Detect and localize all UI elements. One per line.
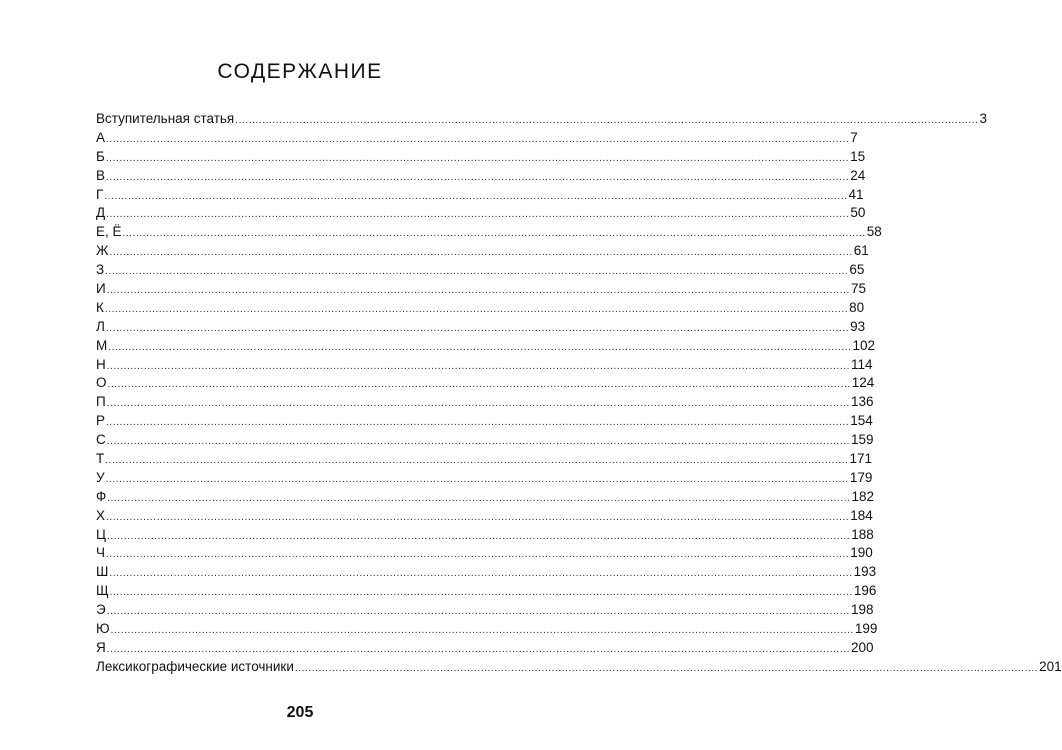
toc-dot-leader: ............................................................................................................................................................................................................................ [105, 455, 849, 467]
toc-dot-leader: ............................................................................................................................................................................................................................ [109, 568, 853, 580]
toc-entry-label: С [96, 432, 106, 448]
toc-dot-leader: ............................................................................................................................................................................................................................ [106, 436, 850, 448]
toc-entry [96, 261, 865, 280]
toc-dot-leader: ............................................................................................................................................................................................................................ [106, 133, 850, 145]
toc-dot-leader: ............................................................................................................................................................................................................................ [107, 492, 851, 504]
toc-entry-label: Т [96, 451, 105, 467]
toc-entry-page: 65 [849, 262, 865, 278]
toc-entry [96, 223, 882, 242]
toc-entry-page: 196 [853, 583, 877, 599]
toc-entry [96, 337, 876, 356]
toc-entry-page: 102 [852, 337, 876, 353]
toc-entry-page: 75 [850, 281, 866, 297]
toc-dot-leader: ............................................................................................................................................................................................................................ [106, 209, 850, 221]
toc-entry-label: Х [96, 507, 106, 523]
toc-dot-leader: ............................................................................................................................................................................................................................ [106, 606, 850, 618]
toc-dot-leader: ............................................................................................................................................................................................................................ [122, 228, 866, 240]
toc-dot-leader: ............................................................................................................................................................................................................................ [106, 398, 850, 410]
toc-entry [96, 582, 877, 601]
toc-entry [96, 431, 874, 450]
toc-entry-page: 80 [849, 299, 865, 315]
toc-entry-page: 182 [851, 488, 875, 504]
toc-entry [96, 393, 874, 412]
toc-dot-leader: ............................................................................................................................................................................................................................ [109, 247, 853, 259]
toc-entry [96, 374, 875, 393]
toc-dot-leader: ............................................................................................................................................................................................................................ [105, 152, 850, 164]
toc-entry [96, 563, 877, 582]
toc-entry-label: Ю [96, 621, 110, 637]
toc-entry [96, 167, 866, 186]
toc-entry [96, 658, 1062, 677]
toc-dot-leader: ............................................................................................................................................................................................................................ [235, 115, 979, 126]
toc-entry-page: 188 [851, 526, 874, 542]
toc-dot-leader: ............................................................................................................................................................................................................................ [105, 266, 849, 278]
toc-entry-page: 154 [850, 413, 873, 429]
table-of-contents [96, 110, 1062, 677]
toc-entry-label: А [96, 129, 106, 145]
toc-entry-label: Б [96, 148, 105, 164]
toc-entry-label: Г [96, 186, 104, 202]
toc-entry-label: У [96, 469, 105, 485]
toc-dot-leader: ............................................................................................................................................................................................................................ [105, 473, 849, 485]
toc-entry-page: 190 [850, 545, 873, 561]
toc-dot-leader: ............................................................................................................................................................................................................................ [106, 643, 850, 655]
toc-dot-leader: ............................................................................................................................................................................................................................ [104, 303, 849, 315]
toc-dot-leader: ............................................................................................................................................................................................................................ [107, 379, 851, 391]
toc-entry-label: Щ [96, 583, 109, 599]
toc-entry-page: 50 [850, 205, 866, 221]
toc-entry-page: 199 [854, 621, 878, 637]
toc-dot-leader: ............................................................................................................................................................................................................................ [106, 549, 850, 561]
toc-entry-label: Ш [96, 564, 109, 580]
toc-entry-label: Ц [96, 526, 106, 542]
toc-entry-page: 58 [866, 224, 882, 240]
toc-entry-page: 159 [850, 432, 874, 448]
toc-dot-leader: ............................................................................................................................................................................................................................ [104, 190, 848, 202]
toc-entry-page: 179 [849, 469, 873, 485]
toc-entry-page: 171 [849, 451, 873, 467]
toc-entry [96, 507, 873, 526]
toc-entry-page: 3 [979, 111, 987, 126]
toc-entry-label: Ж [96, 243, 109, 259]
toc-entry-label: В [96, 167, 106, 183]
toc-dot-leader: ............................................................................................................................................................................................................................ [106, 360, 850, 372]
toc-entry-label: М [96, 337, 108, 353]
toc-entry-label: Я [96, 639, 106, 655]
toc-entry-page: 61 [853, 243, 869, 259]
toc-entry [96, 242, 869, 261]
toc-dot-leader: ............................................................................................................................................................................................................................ [106, 171, 850, 183]
toc-entry-page: 114 [850, 356, 873, 372]
toc-dot-leader: ............................................................................................................................................................................................................................ [106, 511, 850, 523]
toc-entry-label: Лексикографические источники [96, 658, 294, 674]
page-title: СОДЕРЖАНИЕ [217, 60, 383, 83]
toc-dot-leader: ............................................................................................................................................................................................................................ [109, 587, 853, 599]
toc-entry [96, 148, 866, 167]
toc-entry-label: З [96, 262, 105, 278]
toc-dot-leader: ............................................................................................................................................................................................................................ [107, 530, 851, 542]
toc-dot-leader: ............................................................................................................................................................................................................................ [110, 625, 854, 637]
toc-entry [96, 356, 873, 375]
toc-entry [96, 488, 875, 507]
toc-entry [96, 544, 873, 563]
toc-entry [96, 620, 878, 639]
toc-entry-page: 200 [850, 639, 874, 655]
toc-entry [96, 110, 987, 129]
toc-entry [96, 129, 858, 148]
toc-entry [96, 601, 874, 620]
toc-entry-label: Ч [96, 545, 105, 561]
toc-entry-label: К [96, 299, 104, 315]
toc-entry [96, 450, 873, 469]
toc-entry [96, 526, 874, 545]
toc-entry-label: Вступительная статья [96, 111, 235, 126]
toc-entry-label: П [96, 394, 106, 410]
toc-entry-label: Л [96, 318, 105, 334]
toc-entry-page: 7 [850, 129, 858, 145]
toc-entry-label: Р [96, 413, 106, 429]
toc-dot-leader: ............................................................................................................................................................................................................................ [294, 662, 1039, 674]
toc-entry-label: Е, Ё [96, 224, 122, 240]
toc-entry [96, 639, 874, 658]
toc-entry [96, 204, 866, 223]
page-number: 205 [286, 704, 314, 721]
toc-entry [96, 469, 873, 488]
toc-entry-label: Д [96, 205, 106, 221]
toc-entry-page: 136 [850, 394, 874, 410]
toc-entry-label: Э [96, 602, 106, 618]
toc-entry-page: 41 [848, 186, 864, 202]
toc-entry-label: Н [96, 356, 106, 372]
toc-entry-page: 193 [853, 564, 877, 580]
toc-entry [96, 186, 864, 205]
toc-entry-page: 15 [850, 148, 866, 164]
toc-entry-label: Ф [96, 488, 107, 504]
toc-entry [96, 280, 866, 299]
toc-entry-page: 198 [850, 602, 874, 618]
toc-dot-leader: ............................................................................................................................................................................................................................ [105, 322, 850, 334]
toc-dot-leader: ............................................................................................................................................................................................................................ [108, 341, 852, 353]
toc-entry-page: 93 [850, 318, 866, 334]
toc-dot-leader: ............................................................................................................................................................................................................................ [106, 417, 850, 429]
toc-entry-label: О [96, 375, 107, 391]
toc-dot-leader: ............................................................................................................................................................................................................................ [106, 285, 850, 297]
toc-entry-page: 201 [1039, 658, 1062, 674]
toc-entry [96, 318, 866, 337]
toc-entry [96, 299, 865, 318]
toc-entry-label: И [96, 281, 106, 297]
toc-entry [96, 412, 873, 431]
toc-entry-page: 124 [851, 375, 875, 391]
toc-entry-page: 184 [850, 507, 873, 523]
toc-entry-page: 24 [850, 167, 866, 183]
